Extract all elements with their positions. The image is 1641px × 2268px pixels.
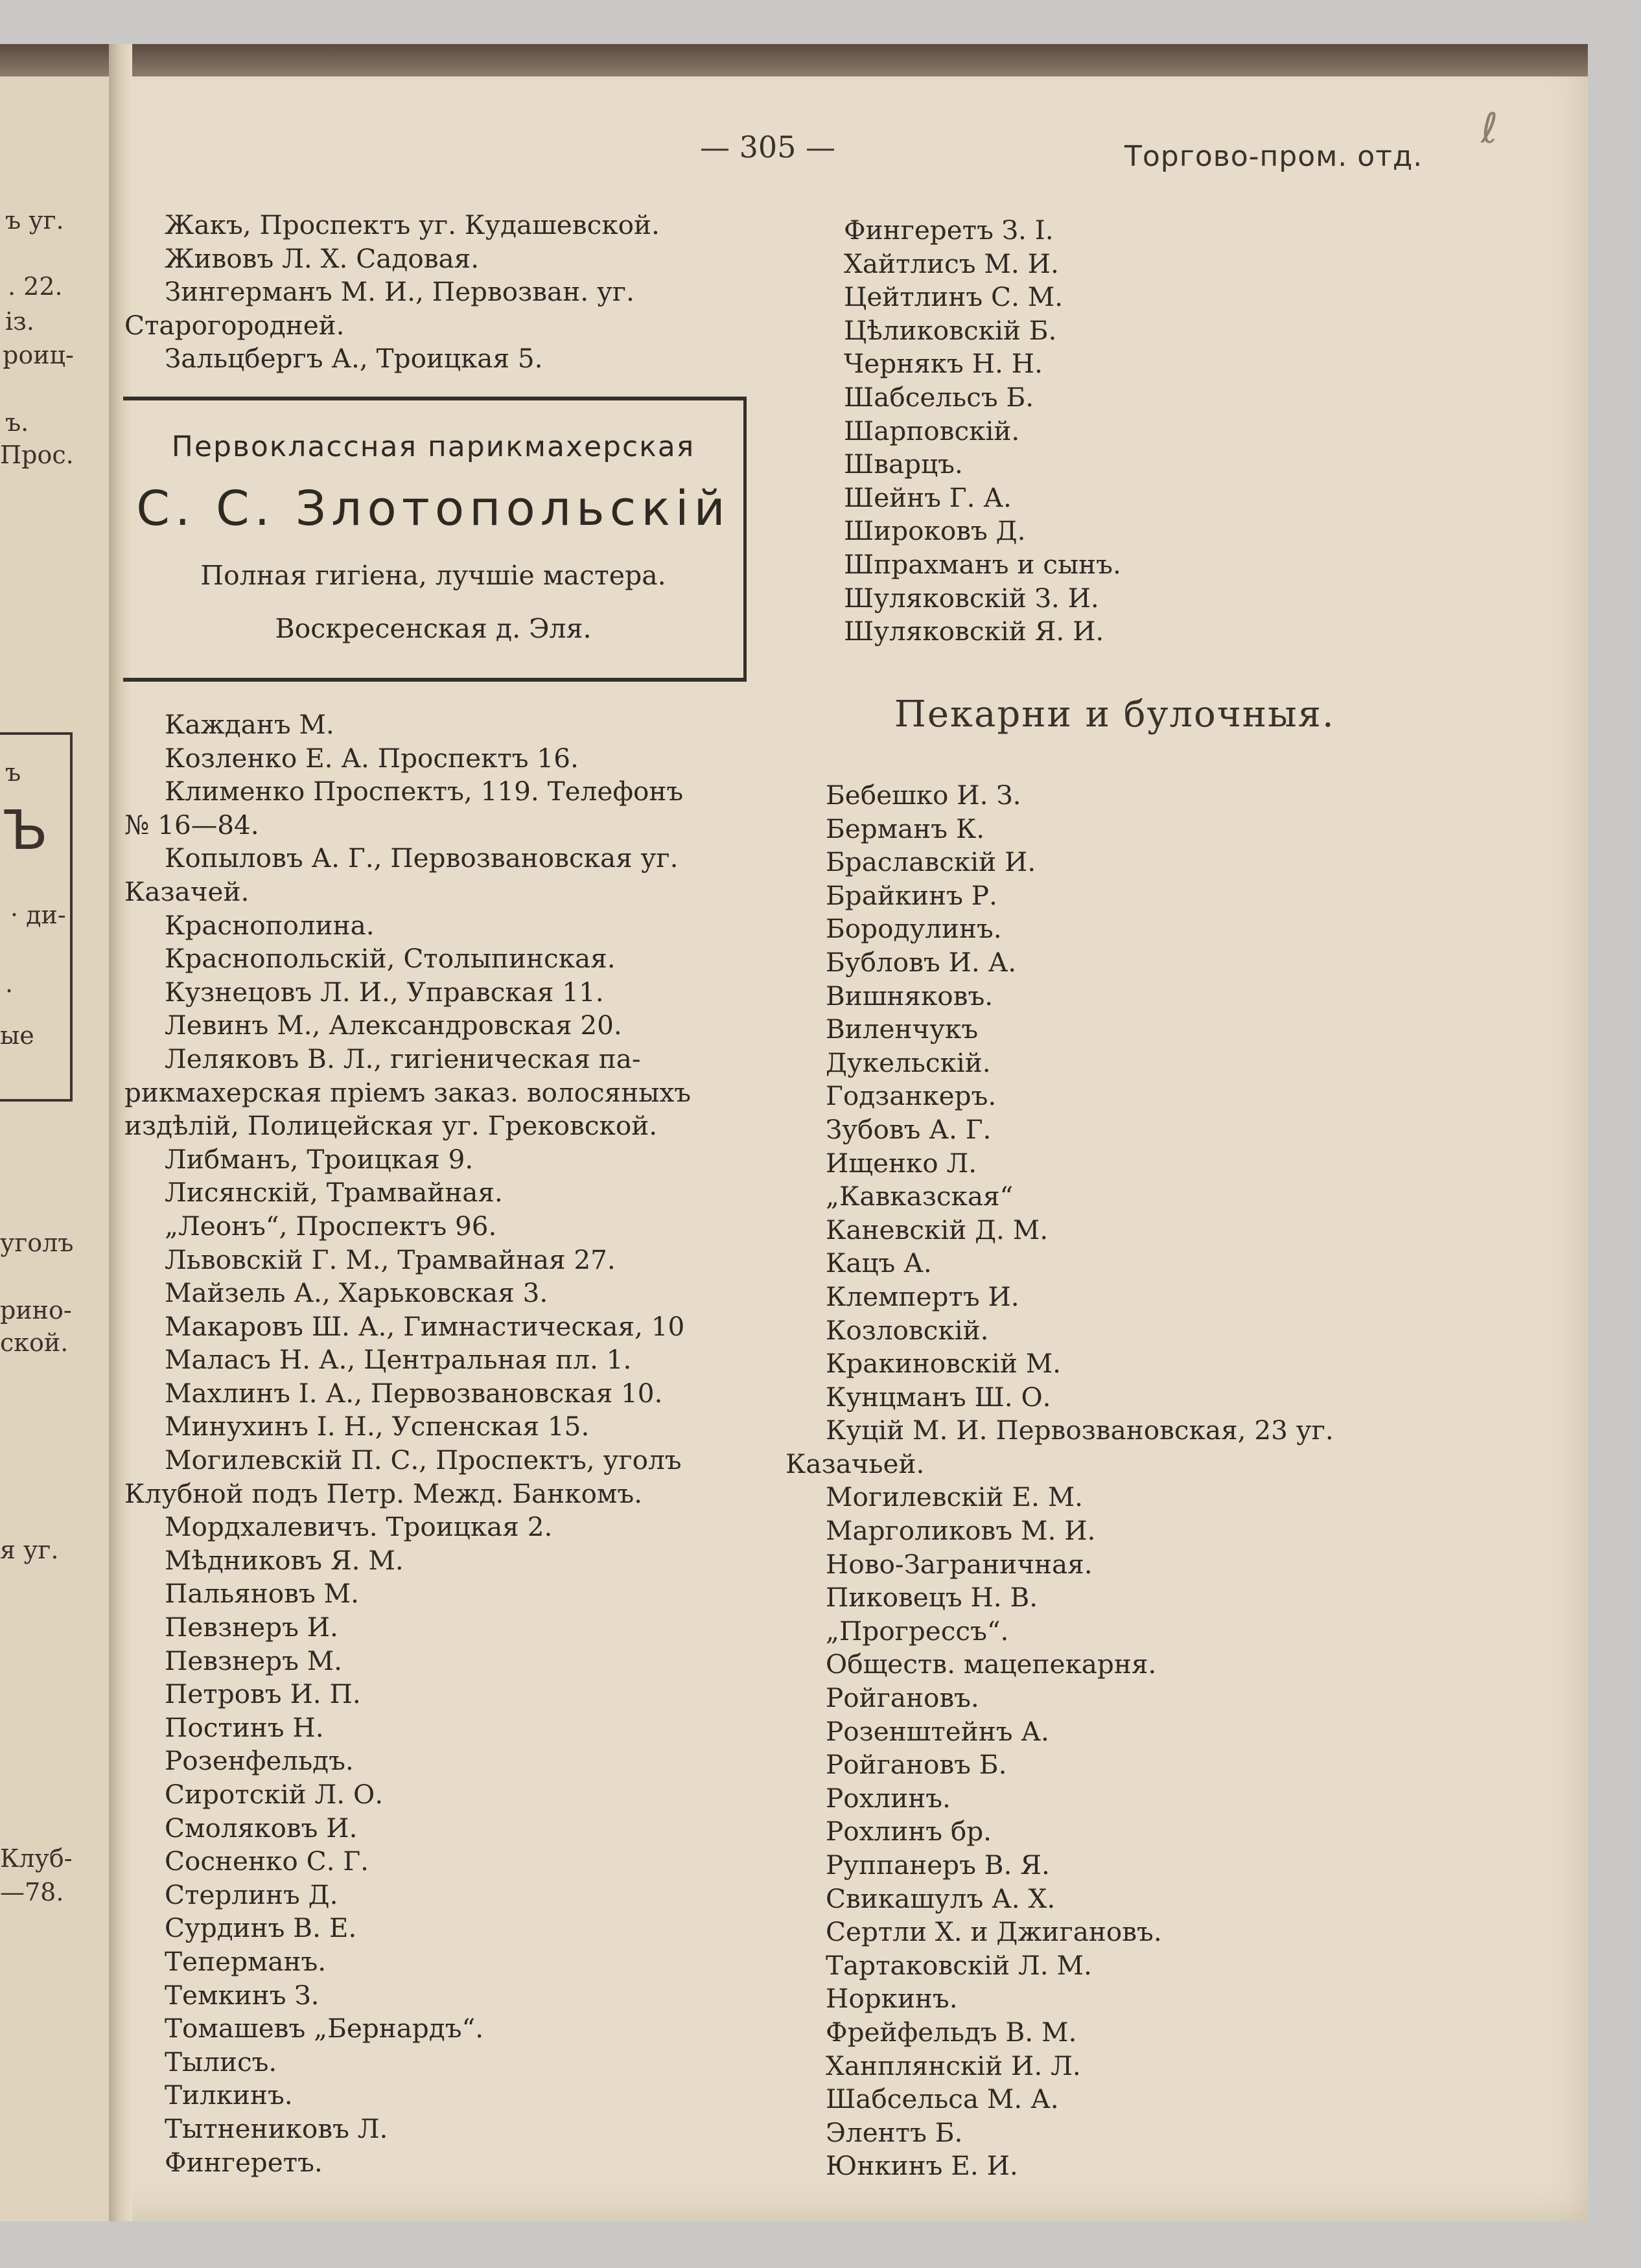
prev-page-line: ъ [5, 758, 21, 787]
list-item: Минухинъ І. Н., Успенская 15. [165, 1411, 590, 1442]
list-item: Козленко Е. А. Проспектъ 16. [165, 742, 579, 774]
prev-page-line: ъ уг. [5, 206, 64, 235]
list-item: Элентъ Б. [826, 2116, 963, 2148]
list-item: Кацъ А. [826, 1247, 932, 1279]
list-item: Норкинъ. [826, 1983, 958, 2015]
list-item: Жакъ, Проспектъ уг. Кудашевской. [165, 209, 660, 240]
list-item: Томашевъ „Бернардъ“. [165, 2013, 484, 2044]
list-item: Фрейфельдъ В. М. [826, 2016, 1077, 2048]
list-item: Бубловъ И. А. [826, 946, 1017, 978]
book-edge-top [0, 44, 1588, 76]
list-item: Фингеретъ З. І. [844, 214, 1054, 246]
list-item: Куцій М. И. Первозвановская, 23 уг. [826, 1415, 1334, 1446]
list-item: Годзанкеръ. [826, 1080, 997, 1112]
list-item: Зингерманъ М. И., Первозван. уг. [165, 276, 634, 308]
prev-page-line: . 22. [8, 272, 63, 301]
list-item: Краснопольскій, Столыпинская. [165, 943, 616, 975]
list-item: Тилкинъ. [165, 2079, 293, 2111]
prev-page-line: Ъ [3, 798, 48, 862]
list-item: Бородулинъ. [826, 913, 1002, 945]
list-item: Сосненко С. Г. [165, 1846, 369, 1877]
list-item: Могилевскій П. С., Проспектъ, уголъ [165, 1444, 682, 1476]
prev-page-line: —78. [0, 1878, 64, 1906]
pencil-mark: ℓ [1481, 105, 1498, 153]
list-item: Рохлинъ. [826, 1782, 951, 1814]
prev-page-line: . [5, 969, 14, 998]
list-item: Берманъ К. [826, 813, 985, 844]
section-title-bakeries: Пекарни и булочныя. [894, 693, 1335, 735]
list-item: Теперманъ. [165, 1945, 327, 1977]
list-item: Виленчукъ [826, 1013, 979, 1045]
list-item: Махлинъ І. А., Первозвановская 10. [165, 1377, 663, 1409]
list-item: рикмахерская пріемъ заказ. волосяныхъ [124, 1076, 692, 1108]
prev-page-line: із. [5, 307, 34, 336]
list-item: Ищенко Л. [826, 1147, 977, 1179]
list-item: Розенфельдъ. [165, 1745, 354, 1777]
list-item: „Кавказская“ [826, 1181, 1014, 1212]
list-item: Фингеретъ. [165, 2146, 323, 2178]
list-item: Шейнъ Г. А. [844, 481, 1012, 513]
list-item: Шпрахманъ и сынъ. [844, 548, 1121, 580]
list-item: Шварцъ. [844, 448, 963, 480]
list-item: Певзнеръ И. [165, 1612, 338, 1643]
list-item: Мѣдниковъ Я. М. [165, 1544, 404, 1576]
list-item: Каневскій Д. М. [826, 1214, 1049, 1245]
list-item: „Прогрессъ“. [826, 1615, 1009, 1647]
list-item: Лисянскій, Трамвайная. [165, 1177, 503, 1209]
list-item: Ново-Заграничная. [826, 1548, 1093, 1580]
prev-page-line: уголъ [0, 1229, 74, 1257]
list-item: Певзнеръ М. [165, 1645, 343, 1676]
prev-page-line: ской. [0, 1328, 69, 1357]
list-item: Свикашулъ А. Х. [826, 1882, 1056, 1914]
list-item: Клубной подъ Петр. Межд. Банкомъ. [124, 1477, 642, 1509]
barbershop-advertisement [123, 397, 747, 682]
list-item: № 16—84. [124, 809, 259, 840]
list-item: Макаровъ Ш. А., Гимнастическая, 10 [165, 1310, 685, 1342]
list-item: Сиротскій Л. О. [165, 1779, 384, 1810]
left-column-bottom [124, 708, 691, 2179]
list-item: Старогородней. [124, 309, 345, 341]
ad-heading: Первоклассная парикмахерская [171, 430, 695, 463]
list-item: Козловскій. [826, 1314, 989, 1346]
list-item: Стерлинъ Д. [165, 1879, 338, 1910]
list-item: Цѣликовскій Б. [844, 314, 1057, 346]
list-item: Шабсельсъ Б. [844, 381, 1034, 413]
list-item: Шуляковскій Я. И. [844, 616, 1104, 647]
list-item: Брайкинъ Р. [826, 879, 997, 911]
list-item: Марголиковъ М. И. [826, 1515, 1096, 1547]
list-item: Тылисъ. [165, 2046, 277, 2077]
prev-page-line: я уг. [0, 1536, 59, 1564]
list-item: Браславскій И. [826, 846, 1036, 878]
section-header: Торгово-пром. отд. [1124, 140, 1423, 173]
prev-page-line: Прос. [0, 441, 74, 469]
list-item: Шарповскій. [844, 415, 1020, 446]
list-item: издѣлій, Полицейская уг. Грековской. [124, 1110, 658, 1142]
list-item: Маласъ Н. А., Центральная пл. 1. [165, 1344, 632, 1376]
list-item: Казачей. [124, 875, 250, 907]
ad-name: С. С. Злотопольскій [136, 481, 730, 537]
ad-address: Воскресенская д. Эля. [275, 613, 592, 644]
list-item: Клемпертъ И. [826, 1280, 1019, 1312]
list-item: Хайтлисъ М. И. [844, 248, 1059, 279]
list-item: Шуляковскій З. И. [844, 582, 1099, 614]
ad-slogan: Полная гигіена, лучшіе мастера. [200, 560, 666, 591]
prev-page-line: Клуб- [0, 1844, 73, 1873]
left-column-top [124, 209, 660, 376]
list-item: Леляковъ В. Л., гигіеническая па- [165, 1043, 641, 1074]
list-item: Рохлинъ бр. [826, 1816, 992, 1847]
list-item: Бебешко И. З. [826, 780, 1021, 811]
list-item: Ханплянскій И. Л. [826, 2050, 1081, 2081]
list-item: Вишняковъ. [826, 980, 994, 1012]
list-item: Пальяновъ М. [165, 1578, 359, 1610]
page-number: — 305 — [700, 130, 836, 165]
list-item: Мордхалевичъ. Троицкая 2. [165, 1511, 553, 1543]
right-column-top [844, 214, 1121, 649]
list-item: Юнкинъ Е. И. [826, 2150, 1018, 2182]
list-item: Майзель А., Харьковская 3. [165, 1277, 548, 1309]
list-item: Копыловъ А. Г., Первозвановская уг. [165, 842, 679, 874]
prev-page-line: ъ. [5, 408, 29, 437]
list-item: Тартаковскій Л. М. [826, 1949, 1092, 1981]
prev-page-line: рино- [0, 1296, 72, 1325]
prev-page-line: роиц- [3, 341, 74, 369]
list-item: Широковъ Д. [844, 515, 1026, 547]
list-item: Львовскій Г. М., Трамвайная 27. [165, 1244, 616, 1275]
prev-page-ad-frame [0, 732, 73, 1102]
list-item: Тытнениковъ Л. [165, 2112, 388, 2144]
list-item: Сертли Х. и Джигановъ. [826, 1916, 1162, 1948]
list-item: Либманъ, Троицкая 9. [165, 1143, 474, 1175]
list-item: Руппанеръ В. Я. [826, 1849, 1050, 1880]
list-item: Зальцбергъ А., Троицкая 5. [165, 343, 543, 375]
list-item: Зубовъ А. Г. [826, 1113, 992, 1145]
list-item: Пиковецъ Н. В. [826, 1582, 1038, 1614]
list-item: Темкинъ З. [165, 1979, 320, 2011]
prev-page-line: · ди- [10, 901, 66, 929]
list-item: Розенштейнъ А. [826, 1715, 1049, 1747]
list-item: Кузнецовъ Л. И., Управская 11. [165, 976, 604, 1008]
list-item: Смоляковъ И. [165, 1812, 358, 1844]
right-column-bottom [786, 779, 1334, 2183]
list-item: Кажданъ М. [165, 709, 334, 740]
list-item: Клименко Проспектъ, 119. Телефонъ [165, 776, 684, 807]
list-item: Ройгановъ Б. [826, 1749, 1007, 1781]
list-item: Дукельскій. [826, 1047, 991, 1078]
list-item: Левинъ М., Александровская 20. [165, 1010, 622, 1041]
list-item: Чернякъ Н. Н. [844, 348, 1043, 380]
list-item: Казачьей. [786, 1448, 925, 1479]
list-item: Живовъ Л. Х. Садовая. [165, 242, 480, 274]
list-item: Ройгановъ. [826, 1682, 979, 1714]
list-item: Сурдинъ В. Е. [165, 1912, 357, 1944]
list-item: „Леонъ“, Проспектъ 96. [165, 1210, 497, 1242]
list-item: Кунцманъ Ш. О. [826, 1381, 1051, 1413]
list-item: Обществ. мацепекарня. [826, 1649, 1157, 1680]
list-item: Цейтлинъ С. М. [844, 281, 1064, 313]
prev-page-line: ые [0, 1021, 34, 1050]
list-item: Могилевскій Е. М. [826, 1481, 1084, 1513]
list-item: Кракиновскій М. [826, 1348, 1062, 1380]
list-item: Шабсельса М. А. [826, 2083, 1059, 2115]
list-item: Краснополина. [165, 909, 375, 941]
list-item: Постинъ Н. [165, 1711, 324, 1743]
list-item: Петровъ И. П. [165, 1678, 361, 1710]
